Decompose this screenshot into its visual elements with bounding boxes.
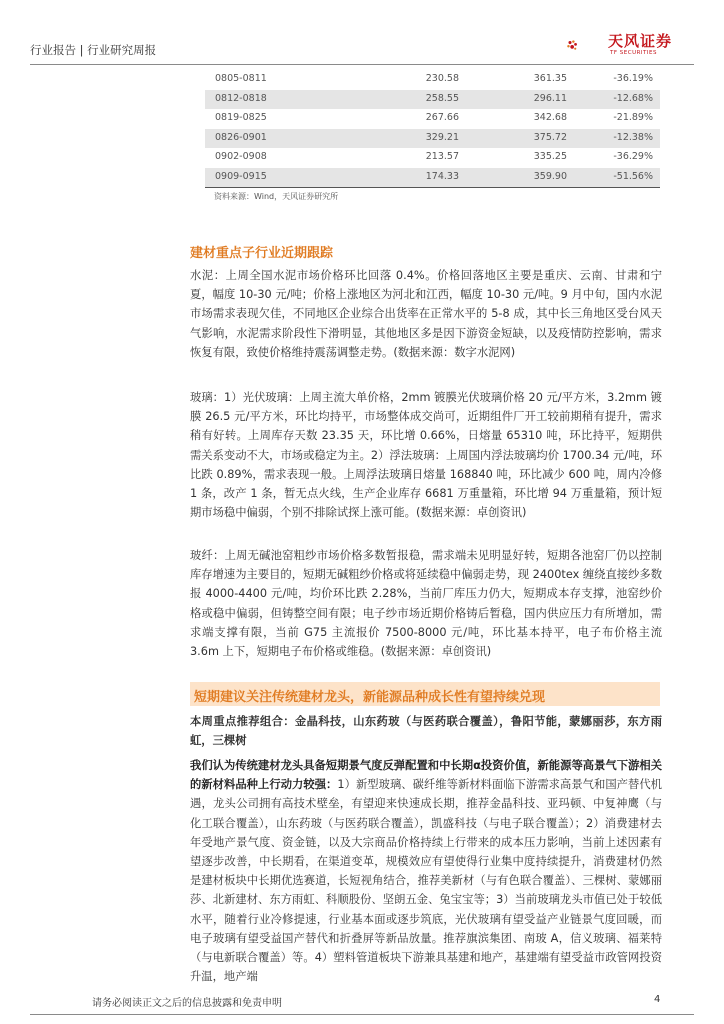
fiber-text: 上周无碱池窑粗纱市场价格多数暂报稳，需求端未见明显好转，短期各池窑厂仍以控制库存增速为主要目的，短期无碱粗纱价格或将延续稳中偏弱走势，现 2400tex 缠绕直接纱多数报 4000-4400 元/吨，均价环比跌 2.28%，当前厂库压力仍大，短期成本存支撑，池窑纱价格或稳中偏弱，但铸整空间有限；电子纱市场近期价格铸后暂稳，国内供应压力有所增加，需求端支撑有限，当前 G75 主流报价 7500-8000 元/吨，环比基本持平，电子布价格主流 3.6m 上下，短期电子布价格或维稳。(数据来源：卓创资讯) bbox=[190, 549, 662, 659]
glass-paragraph bbox=[190, 388, 662, 522]
cement-paragraph bbox=[190, 266, 662, 362]
table-cell: 258.55 bbox=[425, 92, 459, 104]
table-cell: 329.21 bbox=[425, 131, 459, 143]
table-cell: -36.29% bbox=[613, 151, 653, 162]
table-row bbox=[205, 109, 660, 129]
fiber-label: 玻纤： bbox=[190, 549, 225, 562]
header-title: 行业报告 | 行业研究周报 bbox=[30, 43, 157, 57]
table-cell: 375.72 bbox=[533, 131, 567, 143]
table-cell: 174.33 bbox=[425, 170, 459, 182]
table-cell: -51.56% bbox=[613, 170, 653, 182]
header-rule bbox=[30, 64, 694, 65]
footer-disclaimer: 请务必阅读正文之后的信息披露和免责申明 bbox=[92, 998, 282, 1009]
table-cell: 230.58 bbox=[425, 73, 459, 84]
logo-sub-text: TF SECURITIES bbox=[610, 50, 657, 56]
analysis-lead: 我们认为传统建材龙头具备短期景气度反弹配置和中长期α投资价值，新能源等高景气下游相关的新材料品种上行动力较强： bbox=[190, 759, 662, 792]
analysis-paragraph bbox=[190, 756, 662, 986]
table-row bbox=[205, 168, 660, 188]
data-table bbox=[205, 70, 660, 187]
table-row bbox=[205, 90, 660, 110]
cement-label: 水泥： bbox=[190, 269, 226, 282]
table-cell: -21.89% bbox=[613, 112, 653, 123]
table-row bbox=[205, 129, 660, 149]
section-banner-title: 短期建议关注传统建材龙头，新能源品种成长性有望持续兑现 bbox=[194, 690, 546, 705]
logo-text: 天风证券 bbox=[608, 32, 673, 50]
analysis-text: 1）新型玻璃、碳纤维等新材料面临下游需求高景气和国产替代机遇，龙头公司拥有高技术壁垒，有望迎来快速成长期，推荐金晶科技、亚玛顿、中复神鹰（与化工联合覆盖），山东药玻（与医药联合覆盖），凯盛科技（与电子联合覆盖）；2）消费建材去年受地产景气度、资金链，以及大宗商品价格持续上行带来的成本压力影响，当前上述因素有望逐步改善，中长期看，在渠道变革，规模效应有望使得行业集中度持续提升，消费建材仍然是建材板块中长期优选赛道，长短视角结合，推荐美新材（与有色联合覆盖）、三棵树、蒙娜丽莎、北新建材、东方雨虹、科顺股份、坚朗五金、兔宝宝等；3）当前玻璃龙头市值已处于较低水平，随着行业冷修提速，行业基本面或逐步筑底，光伏玻璃有望受益产业链景气度回暖，而电子玻璃有望受益国产替代和折叠屏等新品放量。推荐旗滨集团、南玻 A，信义玻璃、福莱特（与电新联合覆盖）等。4）塑料管道板块下游兼具基建和地产，基建端有望受益市政管网投资升温，地产端 bbox=[190, 778, 662, 984]
table-cell: 0826-0901 bbox=[215, 131, 267, 143]
tf-logo-icon bbox=[566, 26, 606, 64]
table-cell: -12.68% bbox=[613, 92, 653, 104]
table-bottom-rule bbox=[205, 187, 660, 188]
table-cell: 296.11 bbox=[533, 92, 567, 104]
table-cell: 0909-0915 bbox=[215, 170, 267, 182]
fiber-paragraph bbox=[190, 546, 662, 661]
table-row bbox=[205, 148, 660, 168]
table-cell: 267.66 bbox=[425, 112, 459, 123]
glass-label: 玻璃： bbox=[190, 391, 225, 404]
footer-rule bbox=[30, 1014, 694, 1015]
section-banner bbox=[190, 682, 660, 706]
table-cell: 342.68 bbox=[533, 112, 567, 123]
table-cell: 213.57 bbox=[425, 151, 459, 162]
cement-text: 上周全国水泥市场价格环比回落 0.4%。价格回落地区主要是重庆、云南、甘肃和宁夏，幅度 10-30 元/吨；价格上涨地区为河北和江西，幅度 10-30 元/吨。9 月中旬，国内水泥市场需求表现欠佳，不同地区企业综合出货率在正常水平的 5-8 成，其中长三角地区受台风天气影响，水泥需求阶段性下滑明显，其他地区多是因下游资金短缺，以及疫情防控影响，需求恢复有限，致使价格维持震荡调整走势。(数据来源：数字水泥网) bbox=[190, 269, 662, 359]
table-cell: 0819-0825 bbox=[215, 112, 267, 123]
table-cell: 359.90 bbox=[533, 170, 567, 182]
table-row bbox=[205, 70, 660, 90]
table-cell: 335.25 bbox=[533, 151, 567, 162]
table-cell: 0812-0818 bbox=[215, 92, 267, 104]
section-title: 建材重点子行业近期跟踪 bbox=[190, 246, 334, 261]
table-cell: -36.19% bbox=[613, 73, 653, 84]
table-cell: 0902-0908 bbox=[215, 151, 267, 162]
page-number: 4 bbox=[654, 994, 661, 1005]
glass-text: 1）光伏玻璃：上周主流大单价格，2mm 镀膜光伏玻璃价格 20 元/平方米，3.2mm 镀膜 26.5 元/平方米，环比均持平，市场整体成交尚可，近期组件厂开工较前期稍有提升，需求稍有好转。上周库存天数 23.35 天，环比增 0.66%，日熔量 65310 吨，环比持平，短期供需关系变动不大，市场或稳定为主。2）浮法玻璃：上周国内浮法玻璃均价 1700.34 元/吨，环比跌 0.89%，需求表现一般。上周浮法玻璃日熔量 168840 吨，环比减少 600 吨，周内冷修 1 条，改产 1 条，暂无点火线，生产企业库存 6681 万重量箱，环比增 94 万重量箱，预计短期市场稳中偏弱，个别不排除试探上涨可能。(数据来源：卓创资讯) bbox=[190, 391, 662, 520]
table-cell: -12.38% bbox=[613, 131, 653, 143]
table-cell: 361.35 bbox=[533, 73, 567, 84]
picks-paragraph: 本周重点推荐组合：金晶科技，山东药玻（与医药联合覆盖），鲁阳节能，蒙娜丽莎，东方雨虹，三棵树 bbox=[190, 715, 662, 748]
table-source: 资料来源：Wind，天风证券研究所 bbox=[214, 192, 339, 201]
table-cell: 0805-0811 bbox=[215, 73, 267, 84]
